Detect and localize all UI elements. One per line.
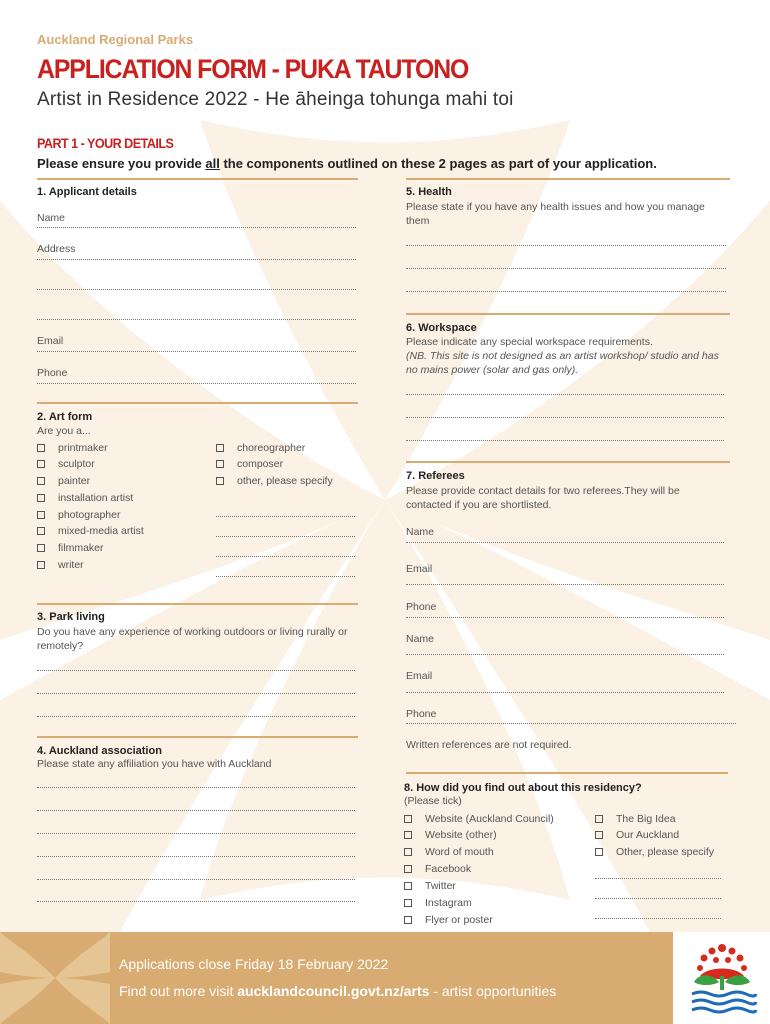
email-label: Email xyxy=(37,335,64,347)
referee-1-name-label: Name xyxy=(406,526,435,538)
option-filmmaker[interactable] xyxy=(37,542,104,554)
address-field-1[interactable] xyxy=(37,259,356,260)
section-8-prompt: (Please tick) xyxy=(404,795,462,807)
option-label: Word of mouth xyxy=(425,846,494,858)
option-installation-artist[interactable] xyxy=(37,492,133,504)
footer-pattern xyxy=(0,932,110,1024)
address-field-3[interactable] xyxy=(37,319,356,320)
option-photographer[interactable] xyxy=(37,509,120,521)
section-rule xyxy=(37,402,358,404)
referee-2-email-field[interactable] xyxy=(406,692,724,693)
option-choreographer[interactable] xyxy=(216,442,305,454)
section-rule xyxy=(406,461,730,463)
option-label: The Big Idea xyxy=(616,813,676,825)
more-pre: Find out more visit xyxy=(119,983,238,999)
association-field-3[interactable] xyxy=(37,833,355,834)
section-4-title: 4. Auckland association xyxy=(37,745,162,757)
auckland-council-logo-icon xyxy=(686,940,758,1018)
source-other-field-2[interactable] xyxy=(595,898,721,899)
intro-pre: Please ensure you provide xyxy=(37,156,206,171)
referee-1-phone-label: Phone xyxy=(406,601,437,613)
section-rule xyxy=(37,736,358,738)
footer-band xyxy=(0,932,770,1024)
section-8-title: 8. How did you find out about this residency? xyxy=(404,782,642,794)
section-6-note: (NB. This site is not designed as an artist workshop/ studio and has no mains power (solar and gas only). xyxy=(406,350,719,376)
checkbox[interactable] xyxy=(216,444,224,452)
option-label: Flyer or poster xyxy=(425,914,493,926)
health-field-2[interactable] xyxy=(406,268,726,269)
health-field-3[interactable] xyxy=(406,291,726,292)
email-field[interactable] xyxy=(37,351,356,352)
option-label: installation artist xyxy=(58,492,134,504)
referee-1-name-field[interactable] xyxy=(406,542,724,543)
intro-post: the components outlined on these 2 pages as part of your application. xyxy=(219,156,657,171)
section-rule xyxy=(406,178,730,180)
section-3-title: 3. Park living xyxy=(37,611,105,623)
option-other-specify[interactable] xyxy=(216,475,333,487)
other-specify-field-1[interactable] xyxy=(216,516,355,517)
section-rule xyxy=(406,772,728,774)
option-website-auckland-council[interactable] xyxy=(404,813,554,825)
checkbox[interactable] xyxy=(37,561,45,569)
park-living-field-3[interactable] xyxy=(37,716,355,717)
section-rule xyxy=(37,178,358,180)
section-6-desc: Please indicate any special workspace requirements. xyxy=(406,336,653,348)
association-field-1[interactable] xyxy=(37,787,355,788)
address-label: Address xyxy=(37,243,76,255)
option-label: writer xyxy=(58,559,84,571)
referee-2-phone-label: Phone xyxy=(406,708,437,720)
option-label: printmaker xyxy=(58,442,108,454)
part-heading: PART 1 - YOUR DETAILS xyxy=(37,135,174,151)
other-specify-field-4[interactable] xyxy=(216,576,355,577)
checkbox[interactable] xyxy=(404,899,412,907)
name-field[interactable] xyxy=(37,227,356,228)
phone-label: Phone xyxy=(37,367,68,379)
option-twitter[interactable] xyxy=(404,880,456,892)
referee-1-email-label: Email xyxy=(406,563,433,575)
option-label: other, please specify xyxy=(237,475,333,487)
option-printmaker[interactable] xyxy=(37,442,108,454)
option-our-auckland[interactable] xyxy=(595,829,679,841)
checkbox[interactable] xyxy=(37,494,45,502)
option-flyer-or-poster[interactable] xyxy=(404,914,493,926)
referee-2-name-field[interactable] xyxy=(406,654,724,655)
option-label: mixed-media artist xyxy=(58,525,144,537)
workspace-field-2[interactable] xyxy=(406,417,724,418)
section-1-title: 1. Applicant details xyxy=(37,186,137,198)
source-other-field-3[interactable] xyxy=(595,918,721,919)
option-label: photographer xyxy=(58,509,121,521)
option-mixed-media-artist[interactable] xyxy=(37,525,144,537)
find-out-more-text xyxy=(119,983,556,999)
association-field-5[interactable] xyxy=(37,879,355,880)
option-website-other[interactable] xyxy=(404,829,497,841)
section-rule xyxy=(37,603,358,605)
applications-close-text: Applications close Friday 18 February 2022 xyxy=(119,956,389,972)
section-3-desc: Do you have any experience of working outdoors or living rurally or remotely? xyxy=(37,626,348,652)
address-field-2[interactable] xyxy=(37,289,356,290)
option-sculptor[interactable] xyxy=(37,458,95,470)
checkbox[interactable] xyxy=(37,460,45,468)
association-field-6[interactable] xyxy=(37,901,355,902)
option-writer[interactable] xyxy=(37,559,84,571)
name-label: Name xyxy=(37,212,66,224)
option-facebook[interactable] xyxy=(404,863,471,875)
checkbox[interactable] xyxy=(404,848,412,856)
option-label: Website (Auckland Council) xyxy=(425,813,554,825)
section-7-desc: Please provide contact details for two referees.They will be contacted if you are shortlisted. xyxy=(406,485,680,511)
health-field-1[interactable] xyxy=(406,245,726,246)
section-5-title: 5. Health xyxy=(406,186,452,198)
other-specify-field-3[interactable] xyxy=(216,556,355,557)
checkbox[interactable] xyxy=(404,831,412,839)
option-label: filmmaker xyxy=(58,542,104,554)
option-instagram[interactable] xyxy=(404,897,472,909)
more-post: - artist opportunities xyxy=(429,983,557,999)
option-label: composer xyxy=(237,458,284,470)
option-label: Website (other) xyxy=(425,829,497,841)
association-field-4[interactable] xyxy=(37,856,355,857)
referee-2-phone-field[interactable] xyxy=(406,723,736,724)
checkbox[interactable] xyxy=(37,444,45,452)
checkbox[interactable] xyxy=(216,460,224,468)
checkbox[interactable] xyxy=(404,815,412,823)
section-4-desc: Please state any affiliation you have with Auckland xyxy=(37,758,272,770)
park-living-field-2[interactable] xyxy=(37,693,355,694)
park-living-field-1[interactable] xyxy=(37,670,355,671)
source-other-field-1[interactable] xyxy=(595,878,721,879)
checkbox[interactable] xyxy=(37,477,45,485)
intro-text xyxy=(37,156,657,171)
references-note: Written references are not required. xyxy=(406,739,572,751)
option-label: painter xyxy=(58,475,91,487)
brand-name: Auckland Regional Parks xyxy=(37,32,194,47)
association-field-2[interactable] xyxy=(37,810,355,811)
option-label: Facebook xyxy=(425,863,472,875)
option-label: sculptor xyxy=(58,458,95,470)
section-7-title: 7. Referees xyxy=(406,470,465,482)
referee-2-name-label: Name xyxy=(406,633,435,645)
page-subtitle: Artist in Residence 2022 - He āheinga tohunga mahi toi xyxy=(37,89,514,110)
option-other-please-specify[interactable] xyxy=(595,846,714,858)
art-form-prompt: Are you a... xyxy=(37,425,91,437)
referee-1-email-field[interactable] xyxy=(406,584,724,585)
option-label: Our Auckland xyxy=(616,829,680,841)
checkbox[interactable] xyxy=(37,544,45,552)
option-word-of-mouth[interactable] xyxy=(404,846,494,858)
referee-2-email-label: Email xyxy=(406,670,433,682)
referee-1-phone-field[interactable] xyxy=(406,617,724,618)
checkbox[interactable] xyxy=(404,882,412,890)
checkbox[interactable] xyxy=(595,848,603,856)
council-arts-link[interactable]: aucklandcouncil.govt.nz/arts xyxy=(237,983,430,999)
checkbox[interactable] xyxy=(37,527,45,535)
option-composer[interactable] xyxy=(216,458,283,470)
workspace-field-1[interactable] xyxy=(406,394,724,395)
checkbox[interactable] xyxy=(404,916,412,924)
option-the-big-idea[interactable] xyxy=(595,813,676,825)
checkbox[interactable] xyxy=(404,865,412,873)
option-painter[interactable] xyxy=(37,475,90,487)
other-specify-field-2[interactable] xyxy=(216,536,355,537)
section-2-title: 2. Art form xyxy=(37,411,93,423)
intro-emphasis: all xyxy=(205,156,220,171)
option-label: Instagram xyxy=(425,897,472,909)
option-label: Other, please specify xyxy=(616,846,715,858)
checkbox[interactable] xyxy=(37,511,45,519)
option-label: Twitter xyxy=(425,880,456,892)
section-5-desc: Please state if you have any health issues and how you manage them xyxy=(406,201,705,227)
page-title: APPLICATION FORM - PUKA TAUTONO xyxy=(37,54,469,84)
section-6-title: 6. Workspace xyxy=(406,322,477,334)
workspace-field-3[interactable] xyxy=(406,440,724,441)
option-label: choreographer xyxy=(237,442,306,454)
phone-field[interactable] xyxy=(37,383,356,384)
checkbox[interactable] xyxy=(216,477,224,485)
checkbox[interactable] xyxy=(595,831,603,839)
checkbox[interactable] xyxy=(595,815,603,823)
section-rule xyxy=(406,313,730,315)
